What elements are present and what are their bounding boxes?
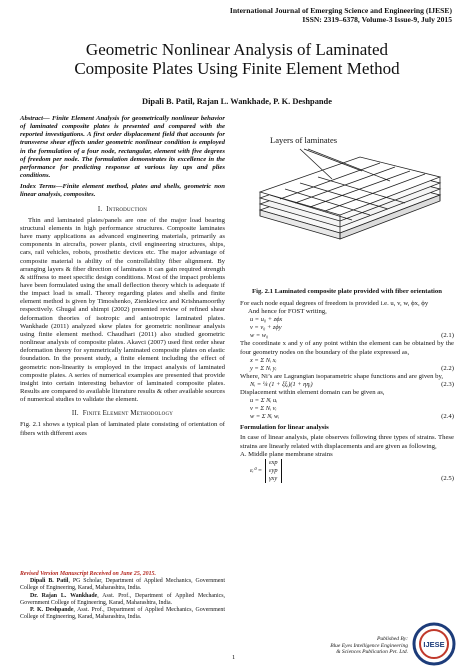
paper-title xyxy=(20,40,454,78)
section-title: Introduction xyxy=(106,205,148,213)
equation-number: (2.4) xyxy=(441,413,454,421)
authors: Dipali B. Patil, Rajan L. Wankhade, P. K. Deshpande xyxy=(142,97,332,106)
equation-body xyxy=(240,397,279,421)
author-note-text: , PG Scholar, Department of Applied Mechanics, Government College of Engineering, Karad, Maharashtra, India. xyxy=(20,578,225,592)
equation-number: (2.3) xyxy=(441,380,454,388)
journal-header xyxy=(230,6,452,25)
equation-2-3 xyxy=(240,381,454,389)
equation-line: y = Σ Nᵢ yᵢ xyxy=(250,364,277,372)
equation-lhs: εᵢ⁰ = xyxy=(250,466,263,474)
section-heading-methodology xyxy=(20,410,225,418)
figure-laminate xyxy=(240,115,454,283)
page-number: 1 xyxy=(232,654,236,661)
equation-line: v = v₀ + zϕy xyxy=(250,324,282,332)
author-note-text: , Asst. Prof., Department of Applied Mechanics, Government College of Engineering, Karad, Maharashtra, India. xyxy=(20,607,225,621)
equation-line: x = Σ Nᵢ xᵢ xyxy=(250,356,277,364)
intro-paragraph: Thin and laminated plates/panels are one of the major load bearing structural elements in high performance structures. Composite laminates have many applications as advanced engineering materials, primarily as components in aircrafts, power plants, civil engineering structures, ships, cars, rail vehicles, robots, prosthetic devices etc. The major advantage of composite material is ability of the controllability fiber alignment. By arranging layers & fiber direction of laminates it can gain required strength & stiffness to meet specific design conditions. Most of the impact problems have been formulated using the small deflection theory which is adequate if the impact load is small. Theory regarding plates and shells and finite element method is given by Timoshenko, Zienkiewicz and Krishnamoorthy respectively. Ghugal and shimpi (2002) presented review of refined shear deformation theories of isotropic and anisotropic laminated plates. Wankhade (2011) analyzed skew plates for geometric nonlinear analysis using finite element method. Chaudhari (2011) also studied geometric nonlinear analysis of composite plates. Akavci (2007) used first order shear deformation theory for symmetrically laminated composite plates on elastic foundation. In the present study, a finite element including the effect of geometric non-linearity is employed in the impact analysis of laminated composite plates. A series of numerical examples are presented that provide insight into certain interesting behavior of laminated composite plates. Results are compared to available literature results & other available sources of numerical studies to validate the element. xyxy=(20,216,226,404)
figure-caption: Fig. 2.1 Laminated composite plate provided with fiber orientation xyxy=(252,288,442,295)
equation-body xyxy=(240,381,313,389)
right-paragraph-7: A. Middle plane membrane strains xyxy=(240,450,333,458)
author-note-3 xyxy=(20,607,225,621)
abstract: Abstract— Finite Element Analysis for geometrically nonlinear behavior of laminated composite plates is presented and compared with the reported investigations. A first order displacement field that accounts for transverse shear effects under geometric nonlinear condition is employed in the formulation of a four node, rectangular, element with five degrees of freedom per node. The formulation demonstrates its excellence in the performance for predicting response at various lay ups and plies conditions. xyxy=(20,115,225,180)
publisher-line: Published By: xyxy=(376,636,408,642)
right-paragraph-1: For each node equal degrees of freedom is provided i.e. u, v, w, ϕx, ϕy xyxy=(240,300,429,308)
equation-line: εyp xyxy=(269,466,278,474)
title-line-2: Composite Plates Using Finite Element Method xyxy=(74,59,400,78)
publisher-line: Blue Eyes Intelligence Engineering xyxy=(330,642,408,649)
equation-line: v = Σ Nᵢ vᵢ xyxy=(250,405,277,413)
equation-line: εxp xyxy=(269,458,278,466)
subsection-heading: Formulation for linear analysis xyxy=(240,424,329,432)
author-note-2 xyxy=(20,593,225,607)
equation-line: w = Σ Nᵢ wᵢ xyxy=(250,413,280,421)
right-paragraph-4: Where, Ni’s are Lagrangian isoparametric shape functions and are given by, xyxy=(240,372,444,380)
equation-body xyxy=(240,316,282,340)
laminate-illustration xyxy=(240,115,454,283)
equation-line: γxy xyxy=(269,474,278,482)
section-number: II. xyxy=(71,410,79,418)
journal-logo xyxy=(412,622,456,666)
index-terms: Index Terms—Finite element method, plates and shells, geometric non linear analysis, composites. xyxy=(20,183,225,199)
author-note-text: , Asst. Prof., Department of Applied Mechanics, Government College of Engineering, Karad, Maharashtra, India. xyxy=(20,592,226,606)
publisher-info xyxy=(288,636,408,656)
author-note-name: Dipali B. Patil xyxy=(30,578,69,585)
equation-line: Nᵢ = ¼ (1 + ξξᵢ)(1 + ηηᵢ) xyxy=(250,381,313,389)
author-note-name: Dr. Rajan L. Wankhade xyxy=(30,592,98,599)
equation-line: u = u₀ + zϕx xyxy=(250,316,283,324)
equation-2-2 xyxy=(240,357,454,373)
equation-body xyxy=(240,357,276,373)
right-paragraph-3: The coordinate x and y of any point within the element can be obtained by the four geometry nodes on the boundary of the plate expressed as, xyxy=(240,340,454,356)
author-notes xyxy=(20,571,225,621)
author-note-name: P. K. Deshpande xyxy=(30,607,74,614)
equation-body xyxy=(240,459,282,483)
section-title: Finite Element Methodology xyxy=(82,410,174,418)
left-column xyxy=(20,115,225,438)
equation-number: (2.1) xyxy=(441,332,454,340)
right-column xyxy=(240,115,454,483)
equation-2-4 xyxy=(240,397,454,421)
section-number: I. xyxy=(97,205,103,213)
author-note-1 xyxy=(20,578,225,592)
publisher-line: & Sciences Publication Pvt. Ltd. xyxy=(336,649,408,655)
section-heading-introduction xyxy=(20,206,225,214)
right-paragraph-6: In case of linear analysis, plate observes following three types of strains. These strains are linearly related with displacements and are given as following, xyxy=(240,434,454,450)
matrix-bracket xyxy=(265,459,282,483)
equation-line: u = Σ Nᵢ uᵢ xyxy=(250,397,278,405)
title-line-1: Geometric Nonlinear Analysis of Laminated xyxy=(85,40,389,59)
right-paragraph-5: Displacement within element domain can be given as, xyxy=(240,389,385,397)
revised-note: Revised Version Manuscript Received on June 25, 2015. xyxy=(20,571,156,577)
journal-name: International Journal of Emerging Science and Engineering (IJESE) xyxy=(229,6,452,15)
right-paragraph-2: And hence for FOST writing, xyxy=(248,308,327,316)
equation-2-1 xyxy=(240,316,454,340)
equation-number: (2.2) xyxy=(441,364,454,372)
figure-label: Layers of laminates xyxy=(270,135,338,145)
logo-text: IJESE xyxy=(423,640,445,649)
equation-line: w = w₀ xyxy=(250,332,269,340)
journal-issn: ISSN: 2319–6378, Volume-3 Issue-9, July 2015 xyxy=(302,15,452,25)
equation-2-5 xyxy=(240,459,454,483)
methodology-paragraph: Fig. 2.1 shows a typical plan of laminated plate consisting of orientation of fibers with different axes xyxy=(20,421,225,437)
equation-number: (2.5) xyxy=(441,474,454,482)
